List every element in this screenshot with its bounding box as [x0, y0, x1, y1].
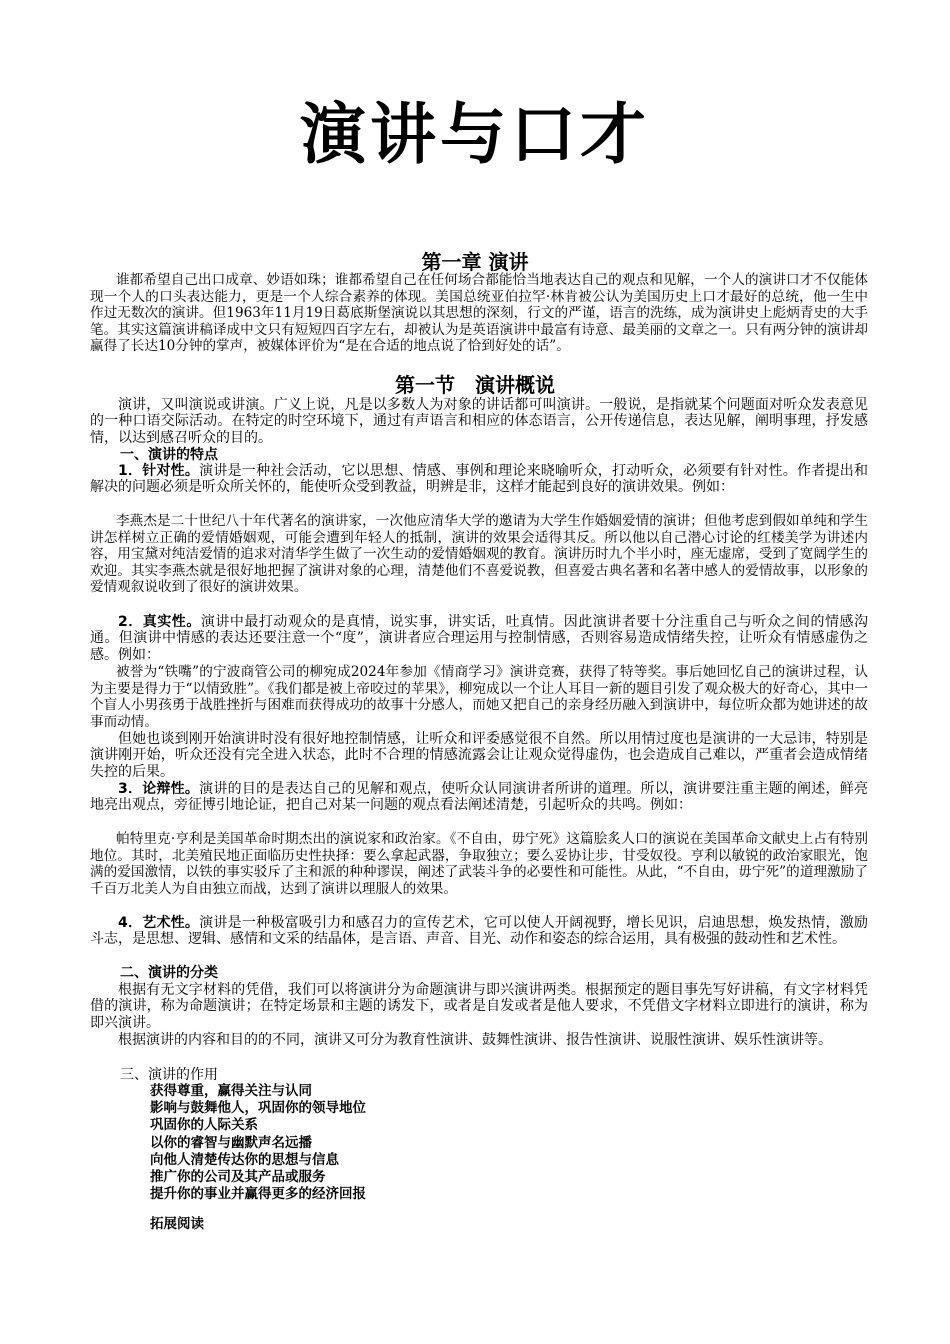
effects-list-item: 推广你的公司及其产品或服务	[150, 1169, 326, 1186]
effects-list-item: 提升你的事业并赢得更多的经济回报	[150, 1186, 366, 1203]
effects-list-item: 获得尊重，赢得关注与认同	[150, 1083, 312, 1099]
feature-1-lead: 1．针对性。	[118, 463, 200, 479]
chapter-intro: 谁都希望自己出口成章、妙语如珠；谁都希望自己在任何场合都能恰当地表达自己的观点和见解，一个人的演讲口才不仅能体现一个人的口头表达能力，更是一个人综合素养的体现。美国总统亚伯拉罕·林肯被公认为美国历史上口才最好的总统，他一生中作过无数次的演讲。但1963年11月19日葛底斯堡演说以其思想的深刻，行文的严谨，语言的洗练，成为演讲史上彪炳青史的大手笔。其实这篇演讲稿译成中文只有短短四百字左右，却被认为是英语演讲中最富有诗意、最美丽的文章之一。只有两分钟的演讲却赢得了长达10分钟的掌声，被媒体评价为“是在合适的地点说了恰到好处的话”。	[90, 272, 868, 355]
section-heading: 第一节 演讲概说	[395, 373, 555, 397]
feature-1-text: 演讲是一种社会活动，它以思想、情感、事例和理论来晓喻听众，打动听众，必须要有针对性。作者提出和解决的问题必须是听众所关怀的，能使听众受到教益，明辨是非，这样才能起到良好的演讲效果。例如：	[90, 463, 868, 496]
feature-4-lead: 4．艺术性。	[118, 915, 200, 931]
feature-4-text: 演讲是一种极富吸引力和感召力的宣传艺术，它可以使人开阔视野，增长见识，启迪思想，焕发热情，激励斗志，是思想、逻辑、感情和文采的结晶体，是言语、声音、目光、动作和姿态的综合运用，具有极强的鼓动性和艺术性。	[90, 915, 868, 948]
effects-list-item: 影响与鼓舞他人，巩固你的领导地位	[150, 1100, 366, 1117]
definition-paragraph: 演讲，又叫演说或讲演。广义上说，凡是以多数人为对象的讲话都可叫演讲。一般说，是指就某个问题面对听众发表意见的一种口语交际活动。在特定的时空环境下，通过有声语言和相应的体态语言，公开传递信息，表达见解，阐明事理，抒发感情，以达到感召听众的目的。	[90, 397, 868, 446]
feature-1-paragraph	[90, 463, 868, 496]
feature-3-paragraph	[90, 781, 868, 814]
feature-1-example: 李燕杰是二十世纪八十年代著名的演讲家，一次他应清华大学的邀请为大学生作婚姻爱情的演讲；但他考虑到假如单纯和学生讲怎样树立正确的爱情婚姻观，可能会遭到年轻人的抵制，演讲的效果会适得其反。所以他以自己潜心讨论的红楼美学为讲述内容，用宝黛对纯洁爱情的追求对清华学生做了一次生动的爱情婚姻观的教育。演讲历时九个半小时，座无虚席，受到了宽阔学生的欢迎。其实李燕杰就是很好地把握了演讲对象的心理，清楚他们不喜爱说教，但喜爱古典名著和名著中感人的爱情故事，以形象的爱情观叙说收到了很好的演讲效果。	[90, 513, 868, 596]
types-paragraph-2: 根据演讲的内容和目的的不同，演讲又可分为教育性演讲、鼓舞性演讲、报告性演讲、说服性演讲、娱乐性演讲等。	[118, 1032, 832, 1048]
effects-heading	[90, 1067, 868, 1083]
feature-3-text: 演讲的目的是表达自己的见解和观点，使听众认同演讲者所讲的道理。所以，演讲要注重主题的阐述，鲜亮地亮出观点，旁征博引地论证，把自己对某一问题的观点看法阐述清楚，引起听众的共鸣。例如：	[90, 781, 868, 814]
feature-3-example: 帕特里克·亨利是美国革命时期杰出的演说家和政治家。《不自由，毋宁死》这篇脍炙人口的演说在美国革命文献史上占有特别地位。其时，北美殖民地正面临历史性抉择：要么拿起武器，争取独立；要么妥协让步，甘受奴役。亨利以敏锐的政治家眼光，饱满的爱国激情，以铁的事实驳斥了主和派的种种谬误，阐述了武装斗争的必要性和可能性。从此，“不自由，毋宁死”的道理激励了千百万北美人为自由独立而战，达到了演讲以理服人的效果。	[90, 831, 868, 897]
feature-2-paragraph	[90, 614, 868, 663]
feature-2-example: 被誉为“铁嘴”的宁波商管公司的柳宛成2024年参加《情商学习》演讲竞赛，获得了特等奖。事后她回忆自己的演讲过程，认为主要是得力于“以情致胜”。《我们都是被上帝咬过的苹果》，柳宛成以一个让人耳目一新的题目引发了观众极大的好奇心，其中一个盲人小男孩勇于战胜挫折与困难而获得成功的故事十分感人，而她又把自己的亲身经历融入到演讲中，每位听众都为她讲述的故事而动情。	[90, 664, 868, 730]
effects-list	[150, 1083, 366, 1203]
document-title: 演讲与口才	[300, 96, 650, 173]
extended-reading-heading: 拓展阅读	[150, 1216, 204, 1232]
features-heading	[90, 447, 868, 463]
feature-2-text: 演讲中最打动观众的是真情，说实事，讲实话，吐真情。因此演讲者要十分注重自己与听众之间的情感沟通。但演讲中情感的表达还要注意一个“度”，演讲者应合理运用与控制情感，否则容易造成情绪失控，让听众有情感虚伪之感。例如：	[90, 614, 869, 663]
types-heading-text: 二、演讲的分类	[120, 965, 218, 981]
effects-heading-text: 三、演讲的作用	[120, 1067, 218, 1083]
effects-list-item: 向他人清楚传达你的思想与信息	[150, 1151, 339, 1168]
effects-list-item: 以你的睿智与幽默声名远播	[150, 1134, 312, 1151]
chapter-heading: 第一章 演讲	[421, 250, 529, 274]
types-heading	[90, 965, 868, 981]
feature-4-paragraph	[90, 915, 868, 948]
feature-2-lead: 2．真实性。	[118, 614, 201, 630]
effects-list-item: 巩固你的人际关系	[150, 1117, 258, 1134]
feature-2-after: 但她也谈到刚开始演讲时没有很好地控制情感，让听众和评委感觉很不自然。所以用情过度也是演讲的一大忌讳，特别是演讲刚开始，听众还没有完全进入状态，此时不合理的情感流露会让让观众觉得虚伪，也会造成自己难以，严重者会造成情绪失控的后果。	[90, 731, 868, 780]
types-paragraph-1: 根据有无文字材料的凭借，我们可以将演讲分为命题演讲与即兴演讲两类。根据预定的题目事先写好讲稿，有文字材料凭借的演讲，称为命题演讲；在特定场景和主题的诱发下，或者是自发或者是他人要求，不凭借文字材料立即进行的演讲，称为即兴演讲。	[90, 982, 868, 1031]
feature-3-lead: 3．论辩性。	[118, 781, 200, 797]
features-heading-text: 一、演讲的特点	[120, 447, 218, 463]
